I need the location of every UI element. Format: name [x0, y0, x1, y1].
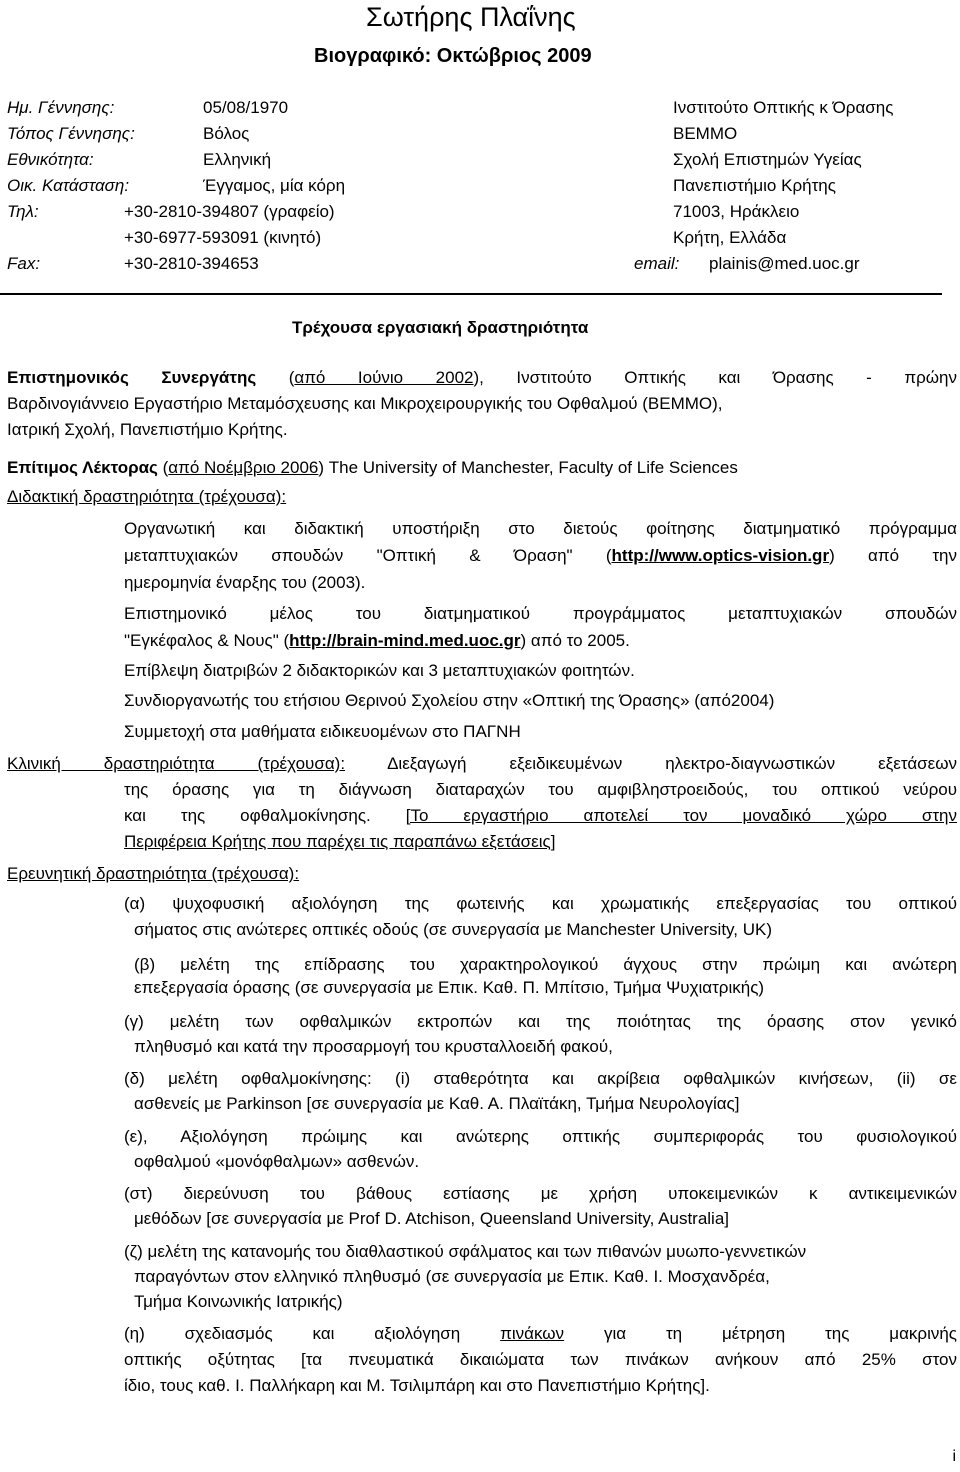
section-heading: Τρέχουσα εργασιακή δραστηριότητα	[292, 318, 589, 337]
clinical-text-4-end: ]	[550, 832, 556, 851]
clinical-line-1	[7, 754, 957, 774]
teaching-item-1-line-1: Οργανωτική και διδακτική υποστήριξη στο διετούς φοίτησης διατμηματικό πρόγραμμα	[124, 519, 957, 538]
email-link[interactable]: plainis@med.uoc.gr	[709, 254, 860, 273]
research-z-line-3: Τμήμα Κοινωνικής Ιατρικής)	[134, 1292, 343, 1311]
birth-place-label: Τόπος Γέννησης:	[7, 124, 135, 143]
research-st-line-1: (στ) διερεύνυση του βάθους εστίασης με χρήση υποκειμενικών κ αντικειμενικών	[124, 1184, 957, 1203]
phone-mobile: +30-6977-593091 (κινητό)	[124, 228, 322, 247]
position-1-line-1: Επιστημονικός Συνεργάτης (από Ιούνιο 2002), Ινστιτούτο Οπτικής και Όρασης - πρώην	[7, 368, 958, 387]
research-h-text-1b: για τη μέτρηση της μακρινής	[603, 1324, 957, 1343]
teaching-item-3: Επίβλεψη διατριβών 2 διδακτορικών και 3 μεταπτυχιακών φοιτητών.	[124, 661, 635, 680]
position-2-since: από Νοέμβριο 2006	[168, 458, 319, 477]
research-d-line-1: (δ) μελέτη οφθαλμοκίνησης: (i) σταθερότητα και ακρίβεια οφθαλμικών κινήσεων, (ii) σε	[124, 1069, 957, 1088]
page-number: i	[952, 1448, 956, 1465]
phone-label: Τηλ:	[7, 202, 39, 221]
research-h-text-1a: (η) σχεδιασμός και αξιολόγηση	[124, 1324, 461, 1343]
clinical-line-3	[124, 806, 957, 826]
address-line-2: ΒΕΜΜΟ	[673, 124, 738, 143]
family-status-value: Έγγαμος, μία κόρη	[203, 176, 346, 195]
research-b-line-2: επεξεργασία όρασης (σε συνεργασία με Επικ. Καθ. Π. Μπίτσιο, Τμήμα Ψυχιατρικής)	[134, 978, 765, 997]
research-h-line-3: ίδιο, τους καθ. Ι. Παλλήκαρη και Μ. Τσιλιμπάρη και στο Πανεπιστήμιο Κρήτης].	[124, 1376, 710, 1395]
clinical-text-3b: [Το εργαστήριο αποτελεί τον μοναδικό χώρο στην	[405, 806, 958, 825]
position-1-since: από Ιούνιο 2002	[294, 368, 474, 387]
position-2-text: ) The University of Manchester, Faculty of Life Sciences	[318, 458, 738, 477]
clinical-text-1: Διεξαγωγή εξειδικευμένων ηλεκτρο-διαγνωστικών εξετάσεων	[387, 754, 957, 773]
research-b-line-1: (β) μελέτη της επίδρασης του χαρακτηρολογικού άγχους στην πρώιμη και ανώτερη	[134, 955, 957, 974]
email-label: email:	[634, 254, 680, 273]
address-line-5: 71003, Ηράκλειο	[673, 202, 800, 221]
teaching-item-1-line-3: ημερομηνία έναρξης του (2003).	[124, 573, 366, 592]
research-e-line-1: (ε), Αξιολόγηση πρώιμης και ανώτερης οπτικής συμπεριφοράς του φυσιολογικού	[124, 1127, 957, 1146]
teaching-item-2-line-2	[124, 631, 630, 651]
fax-label: Fax:	[7, 254, 41, 273]
position-2-role: Επίτιμος Λέκτορας	[7, 458, 158, 477]
teaching-item-2-line-1: Επιστημονικό μέλος του διατμηματικού προγράμματος μεταπτυχιακών σπουδών	[124, 604, 957, 623]
page-title: Σωτήρης Πλαΐνης	[366, 2, 576, 32]
teaching-item-5: Συμμετοχή στα μαθήματα ειδικευομένων στο ΠΑΓΝΗ	[124, 722, 521, 741]
address-line-1: Ινστιτούτο Οπτικής κ Όρασης	[673, 98, 894, 117]
birth-date-value: 05/08/1970	[203, 98, 289, 117]
teaching-item-2-text-b: "Εγκέφαλος & Νους" (	[124, 631, 290, 650]
address-line-6: Κρήτη, Ελλάδα	[673, 228, 787, 247]
clinical-line-2: της όρασης για τη διάγνωση διαταραχών του αμφιβληστροειδούς, του οπτικού νεύρου	[124, 780, 957, 799]
research-e-line-2: οφθαλμού «μονόφθαλμων» ασθενών.	[134, 1152, 420, 1171]
brain-mind-link[interactable]: http://brain-mind.med.uoc.gr	[289, 631, 521, 650]
address-line-4: Πανεπιστήμιο Κρήτης	[673, 176, 836, 195]
research-a-line-1: (α) ψυχοφυσική αξιολόγηση της φωτεινής και χρωματικής επεξεργασίας του οπτικού	[124, 894, 957, 913]
position-2-line: Επίτιμος Λέκτορας (από Νοέμβριο 2006) The University of Manchester, Faculty of Life Sciences	[7, 458, 738, 477]
clinical-text-4: Περιφέρεια Κρήτης που παρέχει τις παραπάνω εξετάσεις	[124, 832, 551, 851]
research-heading: Ερευνητική δραστηριότητα (τρέχουσα):	[7, 864, 300, 883]
nationality-value: Ελληνική	[203, 150, 272, 169]
address-line-3: Σχολή Επιστημών Υγείας	[673, 150, 862, 169]
header-divider	[0, 293, 942, 295]
research-a-line-2: σήματος στις ανώτερες οπτικές οδούς (σε συνεργασία με Manchester University, UK)	[134, 920, 773, 939]
position-1-line-2: Βαρδινογιάννειο Εργαστήριο Μεταμόσχευσης και Μικροχειρουργικής του Οφθαλμού (ΒΕΜΜΟ),	[7, 394, 723, 413]
research-c-line-1: (γ) μελέτη των οφθαλμικών εκτροπών και της ποιότητας της όρασης στον γενικό	[124, 1012, 957, 1031]
position-1-text-a: ), Ινστιτούτο Οπτικής και Όρασης - πρώην	[473, 368, 958, 387]
research-st-line-2: μεθόδων [σε συνεργασία με Prof D. Atchison, Queensland University, Australia]	[134, 1209, 730, 1228]
research-h-line-1	[124, 1324, 957, 1344]
nationality-label: Εθνικότητα:	[7, 150, 94, 169]
teaching-item-1-text-c: ) από την	[829, 546, 957, 565]
fax-value: +30-2810-394653	[124, 254, 259, 273]
clinical-text-3a: και της οφθαλμοκίνησης.	[124, 806, 371, 825]
research-h-line-2: οπτικής οξύτητας [τα πνευματικά δικαιώματα των πινάκων ανήκουν από 25% στον	[124, 1350, 957, 1369]
teaching-item-4: Συνδιοργανωτής του ετήσιου Θερινού Σχολείου στην «Οπτική της Όρασης» (από2004)	[124, 691, 775, 710]
optics-vision-link[interactable]: http://www.optics-vision.gr	[611, 546, 830, 565]
birth-date-label: Ημ. Γέννησης:	[7, 98, 115, 117]
birth-place-value: Βόλος	[203, 124, 250, 143]
phone-office: +30-2810-394807 (γραφείο)	[124, 202, 335, 221]
teaching-item-2-text-c: ) από το 2005.	[520, 631, 630, 650]
family-status-label: Οικ. Κατάσταση:	[7, 176, 130, 195]
position-1-line-3: Ιατρική Σχολή, Πανεπιστήμιο Κρήτης.	[7, 420, 288, 439]
teaching-item-1-line-2	[124, 546, 957, 566]
research-d-line-2: ασθενείς με Parkinson [σε συνεργασία με Καθ. Α. Πλαϊτάκη, Τμήμα Νευρολογίας]	[134, 1094, 740, 1113]
clinical-line-4	[124, 832, 555, 852]
research-z-line-1: (ζ) μελέτη της κατανομής του διαθλαστικού σφάλματος και των πιθανών μυωπο-γεννετικών	[124, 1242, 807, 1261]
research-c-line-2: πληθυσμό και κατά την προσαρμογή του κρυσταλλοειδή φακού,	[134, 1037, 613, 1056]
research-h-charts: πινάκων	[500, 1324, 565, 1343]
clinical-heading: Κλινική δραστηριότητα (τρέχουσα):	[7, 754, 346, 773]
teaching-item-1-text-b: μεταπτυχιακών σπουδών "Οπτική & Όραση" (	[124, 546, 612, 565]
cv-date-subtitle: Βιογραφικό: Οκτώβριος 2009	[314, 45, 592, 67]
position-1-role: Επιστημονικός Συνεργάτης	[7, 368, 257, 387]
research-z-line-2: παραγόντων στον ελληνικό πληθυσμό (σε συνεργασία με Επικ. Καθ. Ι. Μοσχανδρέα,	[134, 1267, 770, 1286]
teaching-heading: Διδακτική δραστηριότητα (τρέχουσα):	[7, 487, 287, 506]
